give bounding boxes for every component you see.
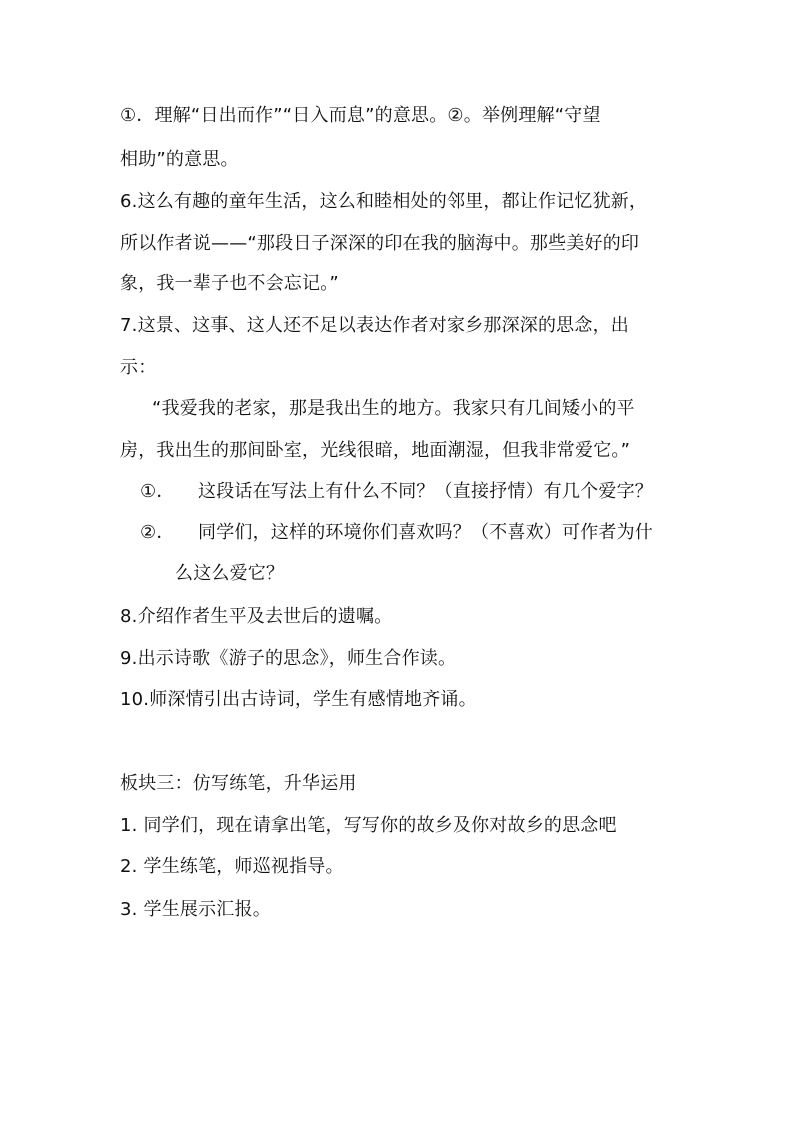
text-line: 示： bbox=[120, 357, 157, 378]
sub-item bbox=[140, 521, 653, 545]
section-heading: 板块三：仿写练笔，升华运用 bbox=[120, 773, 357, 794]
sub-item-text: 这段话在写法上有什么不同？（直接抒情）有几个爱字？ bbox=[198, 481, 653, 502]
quote-line: 房，我出生的那间卧室，光线很暗，地面潮湿，但我非常爱它。” bbox=[120, 440, 631, 461]
text-line: 么这么爱它？ bbox=[175, 563, 285, 584]
list-item: 3. 学生展示汇报。 bbox=[120, 899, 271, 920]
list-item: 2. 学生练笔，师巡视指导。 bbox=[120, 856, 344, 877]
text-line: 7.这景、这事、这人还不足以表达作者对家乡那深深的思念，出 bbox=[120, 315, 629, 336]
text-line: 象，我一辈子也不会忘记。” bbox=[120, 273, 339, 294]
text-line: 10.师深情引出古诗词，学生有感情地齐诵。 bbox=[120, 689, 477, 710]
text-line: 相助”的意思。 bbox=[120, 149, 239, 170]
list-item: 1. 同学们，现在请拿出笔，写写你的故乡及你对故乡的思念吧 bbox=[120, 815, 617, 836]
text-line: 6.这么有趣的童年生活，这么和睦相处的邻里，都让作记忆犹新， bbox=[120, 191, 648, 212]
text-line: 所以作者说——“那段日子深深的印在我的脑海中。那些美好的印 bbox=[120, 233, 640, 254]
sub-item bbox=[140, 480, 653, 504]
text-line: ①．理解“日出而作”“日入而息”的意思。②。举例理解“守望 bbox=[120, 105, 601, 126]
sub-item-marker: ①． bbox=[140, 481, 175, 502]
sub-item-marker: ②． bbox=[140, 522, 175, 543]
sub-item-text: 同学们，这样的环境你们喜欢吗？（不喜欢）可作者为什 bbox=[198, 522, 653, 543]
text-line: 8.介绍作者生平及去世后的遗嘱。 bbox=[120, 606, 393, 627]
text-line: 9.出示诗歌《游子的思念》，师生合作读。 bbox=[120, 648, 457, 669]
quote-line: “我爱我的老家，那是我出生的地方。我家只有几间矮小的平 bbox=[152, 398, 635, 419]
